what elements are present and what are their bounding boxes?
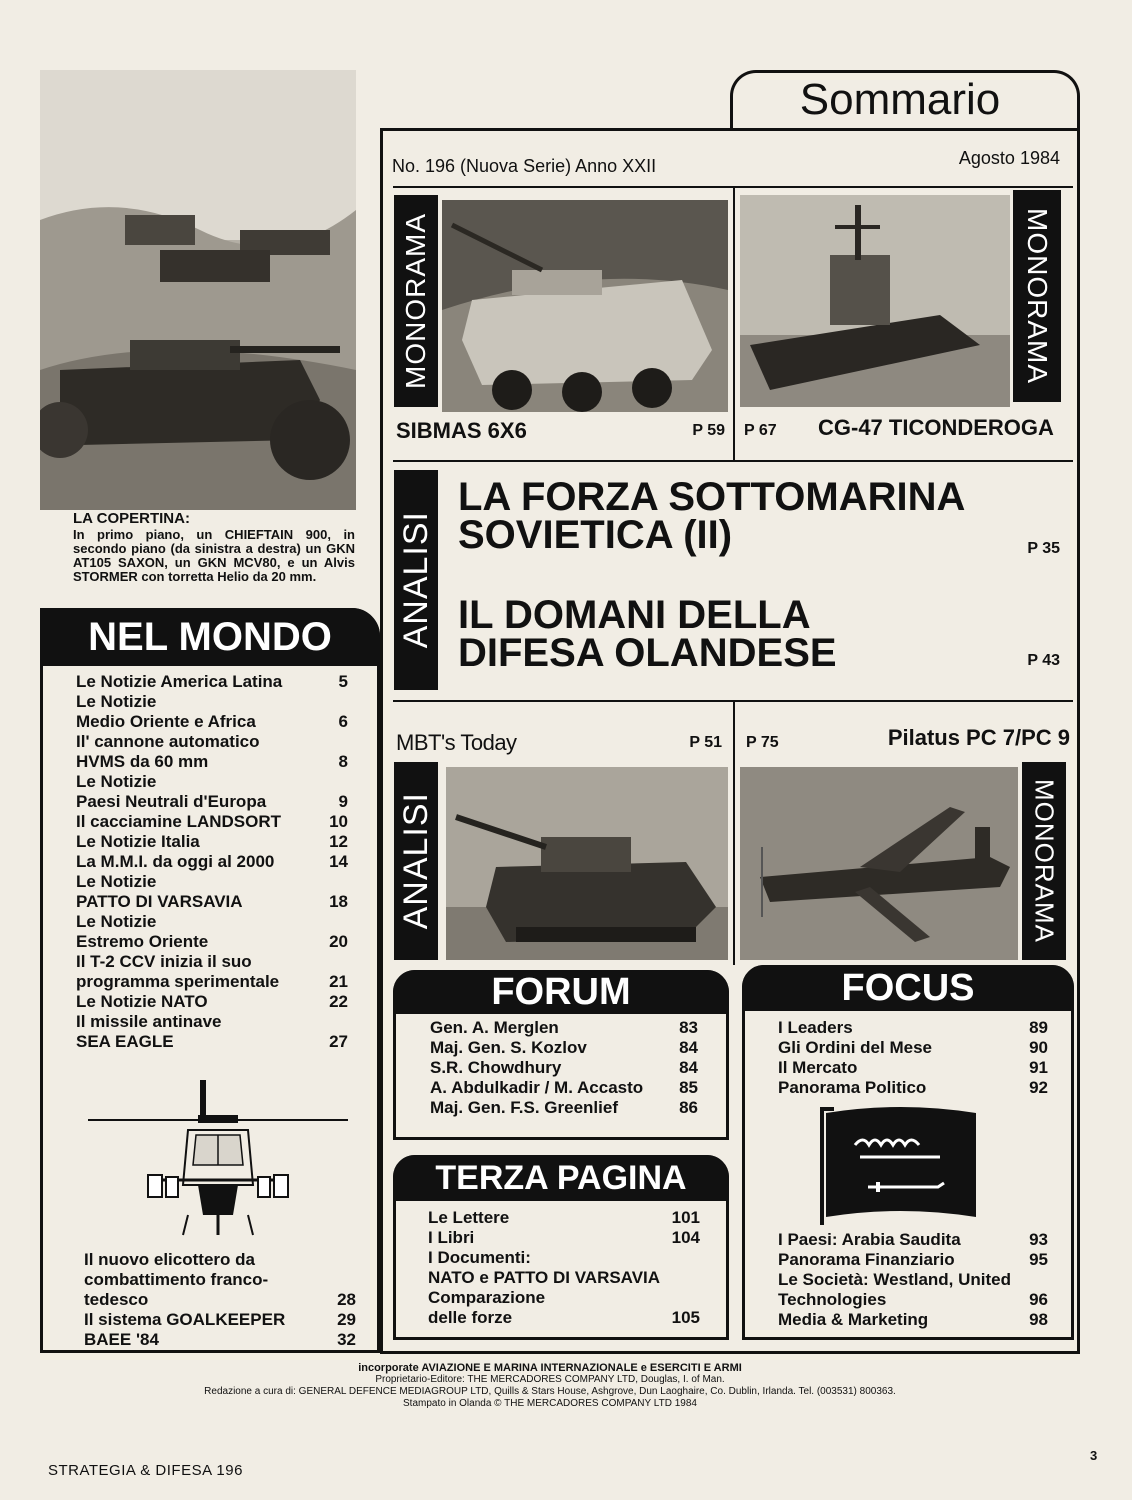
list-item[interactable]: NATO e PATTO DI VARSAVIA: [428, 1268, 661, 1287]
list-item[interactable]: Il Mercato 91: [778, 1058, 1048, 1077]
list-item[interactable]: I Paesi: Arabia Saudita 93: [778, 1230, 1048, 1249]
credits: [150, 1362, 950, 1410]
focus-title-bar: [742, 965, 1074, 1011]
nel-mondo-title-bar: [40, 608, 380, 666]
cover-heading: LA COPERTINA:: [73, 510, 190, 527]
list-item[interactable]: Il missile antinave: [76, 1012, 222, 1031]
mbt-title[interactable]: MBT's Today: [396, 730, 517, 755]
monorama-label: MONORAMA: [1029, 779, 1060, 943]
issue-number: No. 196 (Nuova Serie) Anno XXII: [392, 156, 657, 176]
list-item[interactable]: I Leaders 89: [778, 1018, 1048, 1037]
analisi-article-2[interactable]: [458, 593, 1058, 675]
list-item[interactable]: Il' cannone automatico: [76, 732, 260, 751]
nel-mondo-list: [76, 672, 348, 1052]
list-item[interactable]: Le Società: Westland, United: [778, 1270, 1012, 1289]
list-item[interactable]: programma sperimentale 21: [76, 972, 348, 991]
list-item[interactable]: A. Abdulkadir / M. Accasto 85: [430, 1078, 698, 1097]
article-title-line: DIFESA OLANDESE: [458, 631, 837, 675]
list-item[interactable]: Panorama Finanziario 95: [778, 1250, 1048, 1269]
list-item[interactable]: Le Notizie: [76, 912, 157, 931]
sibmas-photo: [442, 200, 728, 412]
list-item[interactable]: Il sistema GOALKEEPER 29: [84, 1310, 356, 1329]
list-item[interactable]: Gen. A. Merglen 83: [430, 1018, 698, 1037]
ticonderoga-photo: [740, 195, 1010, 407]
credits-line: Proprietario-Editore: THE MERCADORES COMPANY LTD, Douglas, I. of Man.: [375, 1374, 725, 1385]
list-item[interactable]: delle forze 105: [428, 1308, 700, 1327]
mbt-photo: [446, 767, 728, 960]
list-item[interactable]: Paesi Neutrali d'Europa 9: [76, 792, 348, 811]
list-item[interactable]: SEA EAGLE 27: [76, 1032, 348, 1051]
monorama-tab-left: [394, 195, 438, 407]
focus-list: [778, 1018, 1048, 1098]
pilatus-title[interactable]: Pilatus PC 7/PC 9: [887, 725, 1070, 750]
cover-photo: [40, 70, 356, 510]
ticonderoga-title[interactable]: CG-47 TICONDEROGA: [818, 415, 1054, 440]
list-item[interactable]: I Libri 104: [428, 1228, 700, 1247]
list-item[interactable]: Maj. Gen. S. Kozlov 84: [430, 1038, 698, 1057]
article-title-line: LA FORZA SOTTOMARINA: [458, 475, 966, 519]
magazine-name: STRATEGIA & DIFESA 196: [48, 1462, 243, 1479]
credits-line: Stampato in Olanda © THE MERCADORES COMPANY LTD 1984: [403, 1398, 697, 1409]
list-item[interactable]: Le Notizie America Latina 5: [76, 672, 348, 691]
monorama-label: MONORAMA: [1022, 208, 1053, 384]
list-item[interactable]: Estremo Oriente 20: [76, 932, 348, 951]
ticonderoga-page[interactable]: P 67: [744, 422, 777, 439]
analisi-label: ANALISI: [396, 792, 435, 930]
helicopter-drawing: [78, 1075, 358, 1240]
pilatus-photo: [740, 767, 1018, 960]
list-item[interactable]: Le Notizie: [76, 872, 157, 891]
list-item[interactable]: Medio Oriente e Africa 6: [76, 712, 348, 731]
nel-mondo-title: NEL MONDO: [88, 614, 332, 659]
divider: [733, 700, 735, 965]
list-item[interactable]: La M.M.I. da oggi al 2000 14: [76, 852, 348, 871]
sibmas-title[interactable]: SIBMAS 6X6: [396, 418, 527, 443]
analisi-article-2-page[interactable]: P 43: [1027, 652, 1060, 669]
list-item[interactable]: Gli Ordini del Mese 90: [778, 1038, 1048, 1057]
list-item[interactable]: Le Notizie: [76, 772, 157, 791]
divider: [733, 186, 735, 460]
list-item[interactable]: S.R. Chowdhury 84: [430, 1058, 698, 1077]
analisi-article-1-page[interactable]: P 35: [1027, 540, 1060, 557]
list-item[interactable]: PATTO DI VARSAVIA 18: [76, 892, 348, 911]
list-item[interactable]: Le Lettere 101: [428, 1208, 700, 1227]
terza-title: TERZA PAGINA: [435, 1158, 687, 1197]
list-item[interactable]: Media & Marketing 98: [778, 1310, 1048, 1329]
mbt-page[interactable]: P 51: [689, 734, 722, 751]
article-title-line: IL DOMANI DELLA: [458, 593, 811, 637]
list-item[interactable]: Le Notizie NATO 22: [76, 992, 348, 1011]
list-item[interactable]: BAEE '84 32: [84, 1330, 356, 1349]
analisi-label: ANALISI: [396, 511, 435, 649]
list-item[interactable]: Maj. Gen. F.S. Greenlief 86: [430, 1098, 698, 1117]
cover-caption: [73, 512, 355, 584]
list-item[interactable]: Il nuovo elicottero da: [84, 1250, 255, 1269]
issue-date: Agosto 1984: [958, 148, 1060, 168]
forum-list: [430, 1018, 698, 1118]
list-item[interactable]: combattimento franco-: [84, 1270, 269, 1289]
monorama-label: MONORAMA: [400, 213, 431, 389]
monorama-tab-right: [1013, 190, 1061, 402]
list-item[interactable]: Il cacciamine LANDSORT 10: [76, 812, 348, 831]
mbt-analisi-tab: [394, 762, 438, 960]
cover-text: In primo piano, un CHIEFTAIN 900, in secondo piano (da sinistra a destra) un GKN AT105 SAXON, un GKN MCV80, e un Alvis STORMER con torretta Helio da 20 mm.: [73, 527, 355, 584]
list-item[interactable]: tedesco 28: [84, 1290, 356, 1309]
pilatus-page[interactable]: P 75: [746, 734, 779, 751]
list-item[interactable]: Le Notizie Italia 12: [76, 832, 348, 851]
focus-list-2: [778, 1230, 1048, 1330]
saudi-flag-icon: [820, 1105, 980, 1225]
credits-line: incorporate AVIAZIONE E MARINA INTERNAZIONALE e ESERCITI E ARMI: [358, 1362, 742, 1374]
article-title-line: SOVIETICA (II): [458, 513, 733, 557]
list-item[interactable]: HVMS da 60 mm 8: [76, 752, 348, 771]
list-item[interactable]: Il T-2 CCV inizia il suo: [76, 952, 252, 971]
sibmas-page[interactable]: P 59: [692, 422, 725, 439]
analisi-tab: [394, 470, 438, 690]
forum-title-bar: [393, 970, 729, 1014]
focus-title: FOCUS: [841, 966, 975, 1009]
list-item[interactable]: Le Notizie: [76, 692, 157, 711]
terza-title-bar: [393, 1155, 729, 1201]
forum-title: FORUM: [491, 970, 631, 1013]
terza-list: [428, 1208, 700, 1328]
divider: [393, 460, 1073, 462]
monorama-tab-pilatus: [1022, 762, 1066, 960]
page-number: 3: [1090, 1448, 1098, 1463]
credits-line: Redazione a cura di: GENERAL DEFENCE MEDIAGROUP LTD, Quills & Stars House, Ashgrove, Dun Laoghaire, Co. Dublin, Irlanda. Tel. (003531) 800363.: [204, 1386, 896, 1397]
page-title: Sommario: [799, 75, 1001, 124]
list-item[interactable]: Panorama Politico 92: [778, 1078, 1048, 1097]
list-item[interactable]: Technologies 96: [778, 1290, 1048, 1309]
list-item[interactable]: I Documenti:: [428, 1248, 531, 1267]
list-item[interactable]: Comparazione: [428, 1288, 546, 1307]
analisi-article-1[interactable]: [458, 475, 1058, 557]
nel-mondo-bottom-list: [84, 1250, 356, 1350]
